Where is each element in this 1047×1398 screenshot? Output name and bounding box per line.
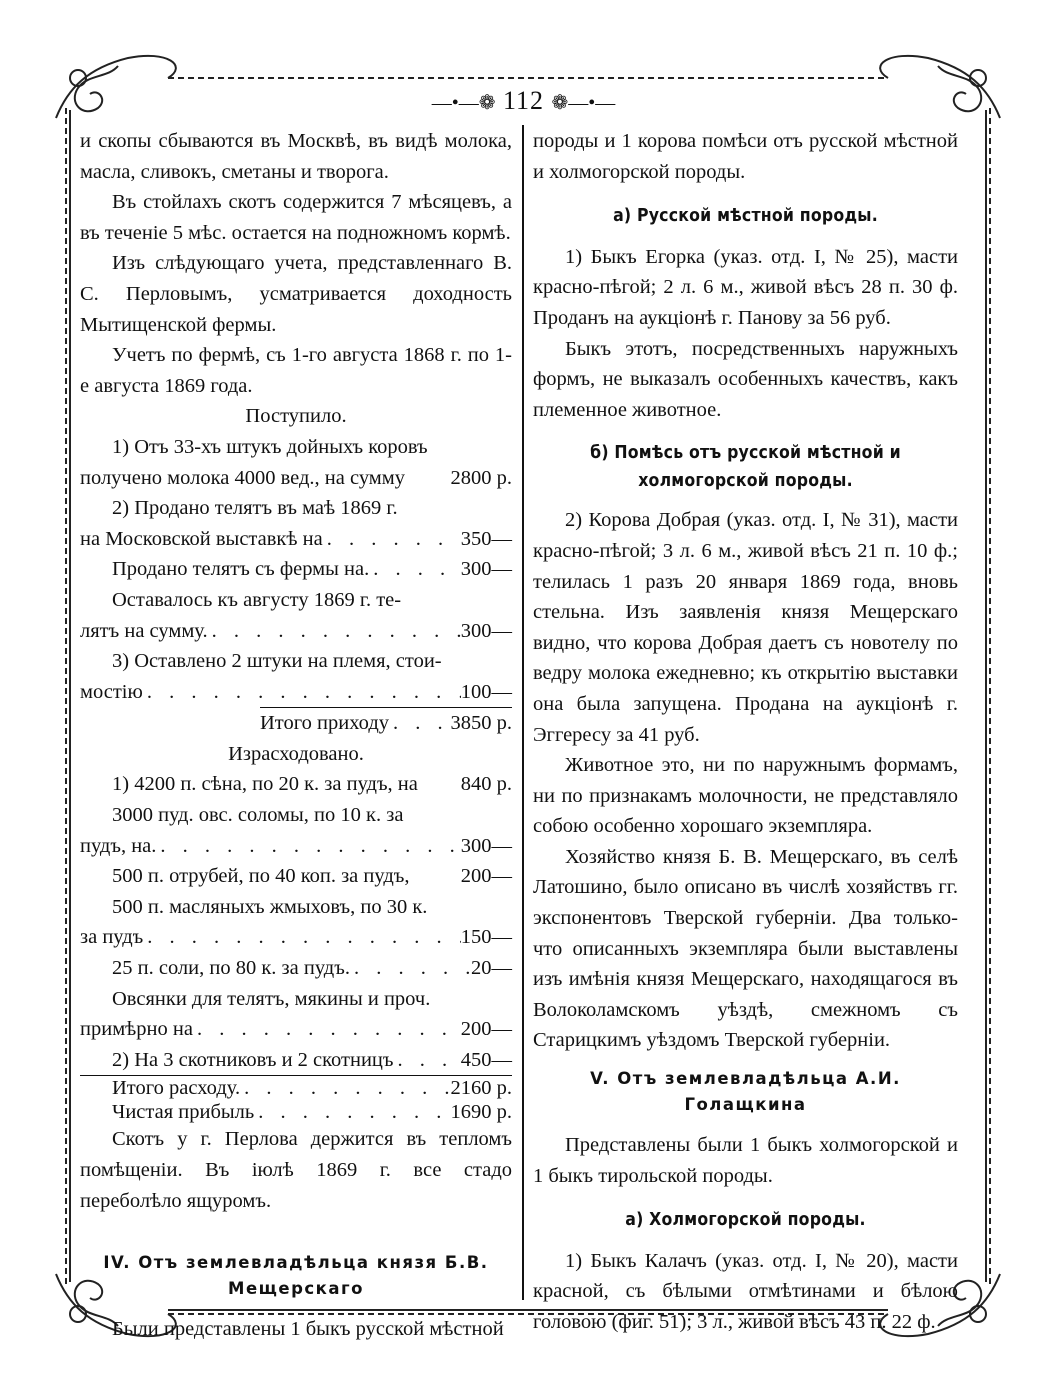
ledger-line: Овсянки для телятъ, мякины и проч. bbox=[112, 987, 431, 1010]
ledger-line: пудъ, на. . . . 300— bbox=[80, 831, 512, 862]
income-total-line: Итого приходу . . . 3850 р. bbox=[260, 707, 512, 739]
ledger-amount: 450— bbox=[460, 1048, 512, 1071]
ledger-amount: 300— bbox=[460, 619, 512, 642]
ledger-line: 3) Оставлено 2 штуки на племя, стои- bbox=[112, 650, 442, 673]
subheading: б) Помѣсь отъ русской мѣстной и холмогорской породы. bbox=[590, 443, 901, 492]
paragraph: Были представлены 1 быкъ русской мѣстной bbox=[112, 1318, 504, 1341]
header-ornament-right-icon: ❁—•— bbox=[551, 92, 616, 114]
paragraph: Животное это, ни по наружнымъ формамъ, ни по признакамъ молочности, не представляло собою особенно хорошаго экземпляра. bbox=[533, 754, 958, 838]
paragraph: и скопы сбываются въ Москвѣ, въ видѣ молока, масла, сливокъ, сметаны и творога. bbox=[80, 130, 512, 183]
paragraph: 1) Быкъ Калачъ (указ. отд. I, № 20), масти красной, съ бѣлыми отмѣтинами и бѣлою головою (фиг. 51); 3 л., живой вѣсъ 43 п. 22 ф. bbox=[533, 1249, 958, 1333]
section-heading: IV. Отъ землевладѣльца князя Б.В. Мещерскаго bbox=[103, 1253, 489, 1299]
ledger-amount: 200— bbox=[460, 1018, 512, 1041]
ledger-line: за пудъ . . . 150— bbox=[80, 922, 512, 953]
right-column bbox=[533, 126, 958, 1338]
page-number: 112 bbox=[502, 86, 545, 115]
header-ornament-left-icon: —•—❁ bbox=[431, 92, 496, 114]
ledger-amount: 200— bbox=[460, 865, 512, 888]
expense-heading: Израсходовано. bbox=[228, 742, 364, 765]
ledger-line: 500 п. отрубей, по 40 коп. за пудъ, 200— bbox=[80, 861, 512, 892]
ledger-amount: 150— bbox=[460, 926, 512, 949]
page-header bbox=[0, 86, 1047, 116]
column-divider bbox=[522, 125, 524, 1300]
ledger-amount: 300— bbox=[460, 558, 512, 581]
ledger-amount: 100— bbox=[460, 680, 512, 703]
expense-total-line: Итого расходу. . . . 2160 р. bbox=[80, 1075, 512, 1100]
section-heading: V. Отъ землевладѣльца А.И. Голащкина bbox=[590, 1069, 901, 1115]
ledger-line: примѣрно на . . . 200— bbox=[80, 1014, 512, 1045]
paragraph: породы и 1 корова помѣси отъ русской мѣстной и холмогорской породы. bbox=[533, 130, 958, 183]
paragraph: Быкъ этотъ, посредственныхъ наружныхъ формъ, не выказалъ особенныхъ качествъ, какъ племенное животное. bbox=[533, 337, 958, 421]
ledger-line: 2) На 3 скотниковъ и 2 скотницъ . . . 450— bbox=[80, 1045, 512, 1076]
ledger-amount: 2160 р. bbox=[450, 1077, 512, 1100]
ledger-line: на Московской выставкѣ на . . . 350— bbox=[80, 524, 512, 555]
ledger-amount: 840 р. bbox=[460, 773, 512, 796]
ledger-amount: 20— bbox=[471, 957, 512, 980]
ledger-line: 25 п. соли, по 80 к. за пудъ. . . . 20— bbox=[80, 953, 512, 984]
profit-line: Чистая прибыль . . . 1690 р. bbox=[80, 1100, 512, 1124]
ledger-line: Оставалось къ августу 1869 г. те- bbox=[112, 588, 402, 611]
paragraph: Скотъ у г. Перлова держится въ тепломъ помѣщеніи. Въ іюлѣ 1869 г. все стадо переболѣло ящуромъ. bbox=[80, 1128, 512, 1212]
ledger-amount: 3850 р. bbox=[450, 712, 512, 735]
paragraph: 1) Быкъ Егорка (указ. отд. I, № 25), масти красно-пѣгой; 2 л. 6 м., живой вѣсъ 28 п. 30 ф. Проданъ на аукціонѣ г. Панову за 56 руб. bbox=[533, 245, 958, 329]
paragraph: Учетъ по фермѣ, съ 1-го августа 1868 г. по 1-е августа 1869 года. bbox=[80, 344, 512, 397]
ledger-line: 2) Продано телятъ въ маѣ 1869 г. bbox=[112, 497, 398, 520]
subheading: а) Холмогорской породы. bbox=[625, 1210, 866, 1231]
ledger-line: 1) Отъ 33-хъ штукъ дойныхъ коровъ bbox=[112, 435, 428, 458]
paragraph: Въ стойлахъ скотъ содержится 7 мѣсяцевъ, а въ теченіе 5 мѣс. остается на подножномъ кормѣ. bbox=[80, 191, 512, 244]
paragraph: Хозяйство князя Б. В. Мещерскаго, въ селѣ Латошино, было описано въ числѣ хозяйствъ гг. экспонентовъ Тверской губерніи. Два только-что описанныхъ экземпляра были выставлены изъ имѣнія князя Мещерскаго, находящагося въ Волоколамскомъ уѣздѣ, смежномъ съ Старицкимъ уѣздомъ Тверской губерніи. bbox=[533, 845, 958, 1052]
ledger-amount: 300— bbox=[460, 834, 512, 857]
ledger-line: 1) 4200 п. сѣна, по 20 к. за пудъ, на 840 р. bbox=[80, 769, 512, 800]
ledger-line: Продано телятъ съ фермы на. . . . 300— bbox=[80, 554, 512, 585]
subheading: а) Русской мѣстной породы. bbox=[613, 206, 878, 227]
ledger-line: получено молока 4000 вед., на сумму 2800 р. bbox=[80, 463, 512, 494]
income-heading: Поступило. bbox=[245, 405, 347, 428]
ledger-amount: 1690 р. bbox=[450, 1101, 512, 1124]
paragraph: Изъ слѣдующаго учета, представленнаго В. С. Перловымъ, усматривается доходность Мытищенской фермы. bbox=[80, 252, 512, 336]
ledger-amount: 350— bbox=[460, 527, 512, 550]
ledger-amount: 2800 р. bbox=[450, 466, 512, 489]
paragraph: Представлены были 1 быкъ холмогорской и 1 быкъ тирольской породы. bbox=[533, 1134, 958, 1187]
ledger-line: 500 п. масляныхъ жмыховъ, по 30 к. bbox=[112, 895, 428, 918]
ledger-line: мостію . . . 100— bbox=[80, 677, 512, 708]
ledger-line: лятъ на сумму. . . . 300— bbox=[80, 616, 512, 647]
left-column bbox=[80, 126, 512, 1345]
ledger-line: 3000 пуд. овс. соломы, по 10 к. за bbox=[112, 804, 404, 827]
paragraph: 2) Корова Добрая (указ. отд. I, № 31), масти красно-пѣгой; 3 л. 6 м., живой вѣсъ 21 п. 10 ф.; телилась 1 разъ 20 января 1869 года, вновь стельна. Изъ заявленія князя Мещерскаго видно, что корова Добрая даетъ съ новотелу по ведру молока ежедневно; къ открытію выставки она была запущена. Продана на аукціонѣ г. Эггересу за 41 руб. bbox=[533, 509, 958, 746]
